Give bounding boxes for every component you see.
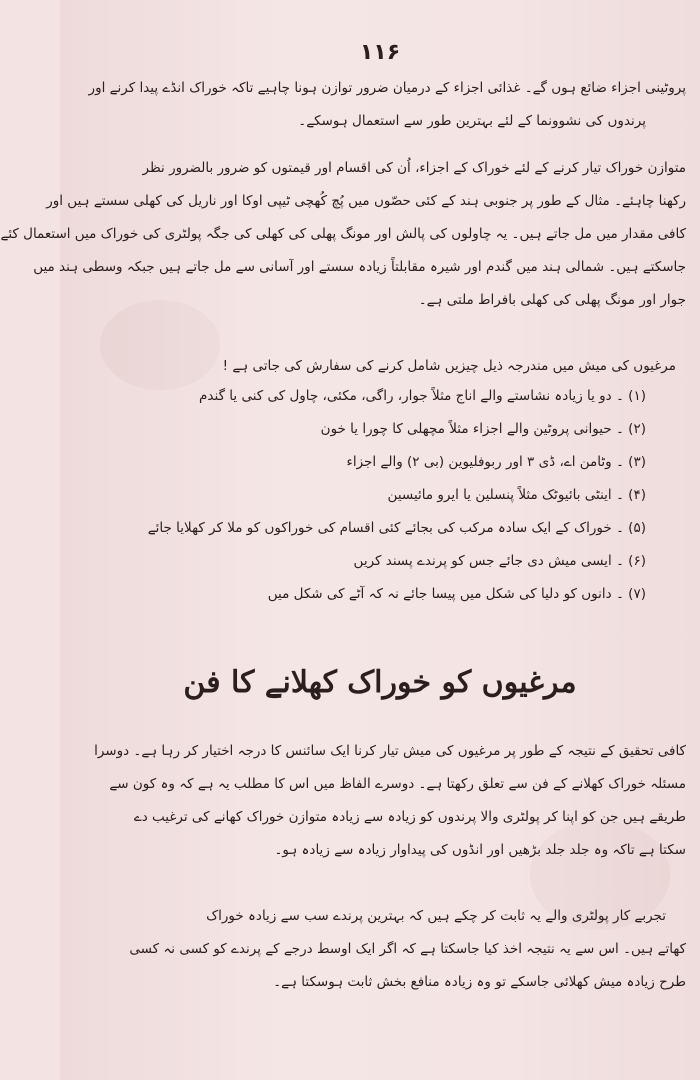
text-line: جوار اور مونگ پھلی کی کھلی بافراط ملتی ہے۔ — [418, 292, 686, 308]
list-item: (۴) ۔ اینٹی بائیوٹک مثلاً پنسلین یا ایرو مائیسین — [387, 487, 646, 503]
text-line: کھاتے ہیں۔ اس سے یہ نتیجہ اخذ کیا جاسکتا ہے کہ اگر ایک اوسط درجے کے پرندے کو کسی نہ کسی — [129, 941, 686, 957]
recommendation-list — [74, 380, 686, 611]
text-line: مرغیوں کی میش میں مندرجہ ذیل چیزیں شامل کرنے کی سفارش کی جاتی ہے ! — [222, 358, 676, 374]
list-item: (۳) ۔ وٹامن اے، ڈی ۳ اور ربوفلیوین (بی ۲) والے اجزاء — [346, 454, 646, 470]
text-line: پروٹینی اجزاء ضائع ہوں گے۔ غذائی اجزاء کے درمیان ضرور توازن ہونا چاہیے تاکہ خوراک انڈے پیدا کرنے اور — [88, 80, 686, 96]
text-line: طریقے ہیں جن کو اپنا کر پولٹری والا پرندوں کو زیادہ سے زیادہ متوازن خوراک کھانے کی ترغیب دے — [133, 809, 686, 825]
paragraph-4 — [74, 735, 686, 867]
text-line: کافی مقدار میں مل جاتے ہیں۔ یہ چاولوں کی پالش اور مونگ پھلی کی کھلی کی جگہ پولٹری کی خوراک میں استعمال کئے — [0, 226, 686, 242]
list-item: (۷) ۔ دانوں کو دلیا کی شکل میں پیسا جائے نہ کہ آٹے کی شکل میں — [267, 586, 646, 602]
text-line: مسئلہ خوراک کھلانے کے فن سے تعلق رکھتا ہے۔ دوسرے الفاظ میں اس کا مطلب یہ ہے کہ وہ کون سے — [109, 776, 686, 792]
paragraph-1 — [74, 72, 686, 138]
text-line: جاسکتے ہیں۔ شمالی ہند میں گندم اور شیرہ مقابلتاً زیادہ سستے اور آسانی سے مل جاتے ہیں جبکہ وسطی ہند میں — [33, 259, 686, 275]
paragraph-5 — [74, 900, 686, 999]
text-line: تجربے کار پولٹری والے یہ ثابت کر چکے ہیں کہ بہترین پرندے سب سے زیادہ خوراک — [206, 908, 666, 924]
text-line: سکتا ہے تاکہ وہ جلد جلد بڑھیں اور انڈوں کی پیداوار زیادہ سے زیادہ ہو۔ — [274, 842, 686, 858]
text-line: پرندوں کی نشوونما کے لئے بہترین طور سے استعمال ہوسکے۔ — [298, 113, 646, 129]
list-item: (۶) ۔ ایسی میش دی جائے جس کو پرندے پسند کریں — [353, 553, 646, 569]
text-line: کافی تحقیق کے نتیجہ کے طور پر مرغیوں کی میش تیار کرنا ایک سائنس کا درجہ اختیار کر رہا ہے۔ دوسرا — [94, 743, 686, 759]
text-line: طرح زیادہ میش کھلائی جاسکے تو وہ زیادہ منافع بخش ثابت ہوسکتا ہے۔ — [273, 974, 686, 990]
text-line: رکھنا چاہئے۔ مثال کے طور پر جنوبی ہند کے کئی حصّوں میں پُچ کُھچی ٹیپی اوکا اور ناریل کی کھلی سستے ہیں اور — [46, 193, 686, 209]
section-heading: مرغیوں کو خوراک کھلانے کا فن — [183, 665, 577, 700]
page-number: ۱۱۶ — [359, 40, 401, 65]
text-line: متوازن خوراک تیار کرنے کے لئے خوراک کے اجزاء، اُن کی اقسام اور قیمتوں کو ضرور بالضرور نظر — [142, 160, 686, 176]
list-item: (۱) ۔ دو یا زیادہ نشاستے والے اناج مثلاً جوار، راگی، مکئی، چاول کی کنی یا گندم — [199, 388, 646, 404]
list-item: (۲) ۔ حیوانی پروٹین والے اجزاء مثلاً مچھلی کا چورا یا خون — [320, 421, 646, 437]
paragraph-3 — [74, 350, 686, 383]
list-item: (۵) ۔ خوراک کے ایک سادہ مرکب کی بجائے کئی اقسام کی خوراکوں کو ملا کر کھلایا جائے — [147, 520, 646, 536]
paragraph-2 — [0, 152, 686, 317]
